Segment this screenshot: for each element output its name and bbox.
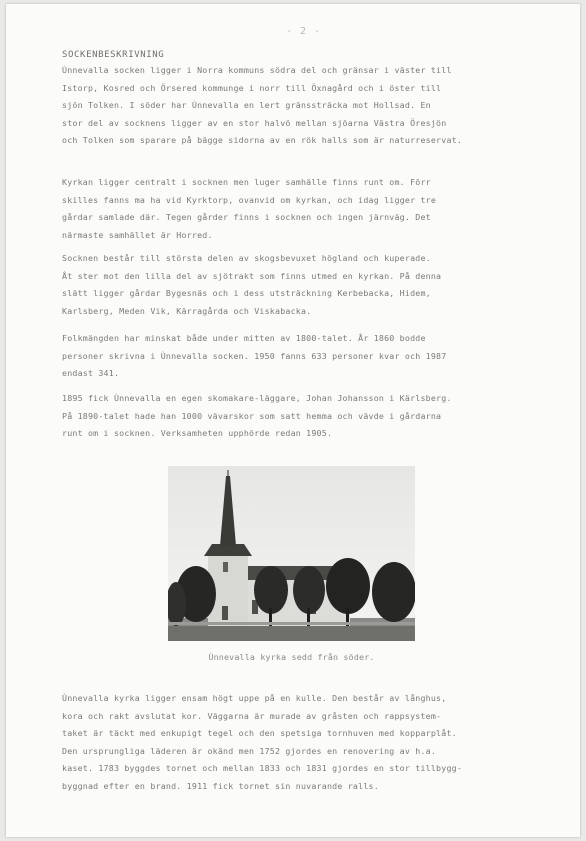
paragraph-church-location: [62, 174, 548, 244]
text-line: Karlsberg, Meden Vik, Kärragårda och Viskabacka.: [62, 305, 312, 316]
text-line: närmaste samhället är Horred.: [62, 229, 213, 240]
text-line: Kyrkan ligger centralt i socknen men luger samhälle finns runt om. Förr: [62, 177, 431, 187]
paragraph-landscape: [62, 250, 548, 320]
text-line: stor del av socknens ligger av en stor halvö mellan sjöarna Västra Öresjön: [62, 117, 447, 128]
section-heading: SOCKENBESKRIVNING: [62, 50, 165, 60]
text-line: endast 341.: [62, 368, 120, 378]
text-line: Ùnnevalla kyrka ligger ensam högt uppe på en kulle. Den består av långhus,: [62, 693, 447, 703]
text-line: runt om i socknen. Verksamheten upphörde redan 1905.: [62, 428, 333, 438]
text-line: byggnad efter en brand. 1911 fick tornet sin nuvarande ralls.: [62, 780, 379, 791]
text-line: och Tolken som sparare på bägge sidorna av en rök halls som är naturreservat.: [62, 135, 463, 145]
text-line: Folkmängden har minskat både under mitten av 1800-talet. År 1860 bodde: [62, 333, 426, 343]
text-line: slätt ligger gårdar Bygesnäs och i dess utsträckning Kerbebacka, Hidem,: [62, 288, 431, 298]
text-line: kora och rakt avslutat kor. Väggarna är murade av gråsten och rappsystem-: [62, 710, 442, 721]
paragraph-borders: [62, 62, 548, 150]
text-line: kaset. 1783 byggdes tornet och mellan 1833 och 1831 gjordes en stor tillbygg-: [62, 763, 463, 773]
paragraph-industry: [62, 390, 548, 443]
text-line: Socknen består till största delen av skogsbevuxet högland och kuperade.: [62, 253, 431, 263]
text-line: Den ursprungliga läderen är okänd men 1752 gjordes en renovering av h.a.: [62, 745, 437, 756]
text-line: taket är täckt med enkupigt tegel och den spetsiga tornhuven med kopparplåt.: [62, 728, 457, 738]
text-line: Istorp, Kosred och Örsered kommunge i norr till Öxnagård och i öster till: [62, 82, 442, 93]
church-photo-image: [168, 466, 415, 641]
text-line: gårdar samlade där. Tegen gårder finns i socknen och ingen järnväg. Det: [62, 212, 431, 222]
text-line: personer skrivna i Ùnnevalla socken. 1950 fanns 633 personer kvar och 1987: [62, 350, 447, 361]
text-line: Åt ster mot den lilla del av sjötrakt som finns utmed en kyrkan. På denna: [62, 270, 442, 281]
text-line: sjön Tolken. I söder har Ùnnevalla en lert gränssträcka mot Hollsad. En: [62, 100, 431, 110]
paragraph-population: [62, 330, 548, 383]
text-line: På 1890-talet hade han 1000 vävarskor som satt hemma och vävde i gårdarna: [62, 410, 442, 421]
paragraph-church-description: [62, 690, 548, 795]
text-line: skilles fanns ma ha vid Kyrktorp, ovanvid om kyrkan, och idag ligger tre: [62, 194, 437, 205]
document-page: [6, 4, 580, 837]
text-line: 1895 fick Ùnnevalla en egen skomakare-läggare, Johan Johansson i Kärlsberg.: [62, 393, 452, 403]
page-number: - 2 -: [286, 26, 322, 37]
text-line: Ùnnevalla socken ligger i Norra kommuns södra del och gränsar i väster till: [62, 65, 452, 75]
photo-caption: Ùnnevalla kyrka sedd från söder.: [208, 652, 375, 662]
church-photo: [168, 466, 415, 641]
